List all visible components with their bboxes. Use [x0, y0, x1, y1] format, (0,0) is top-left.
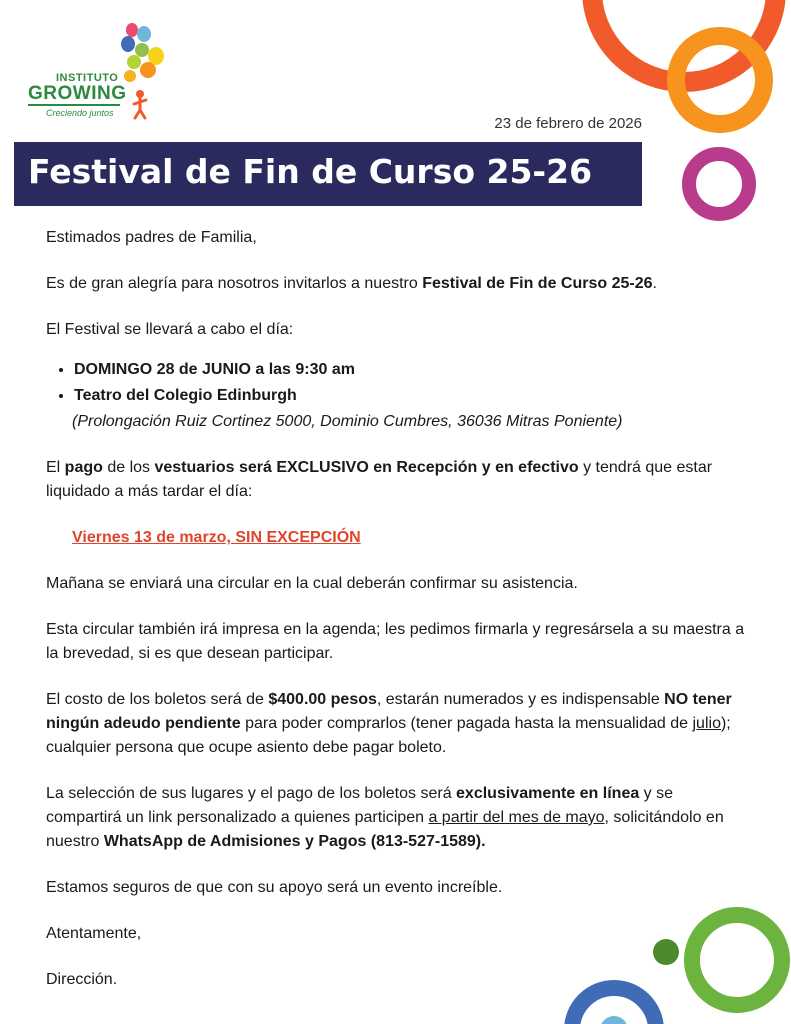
paragraph-agenda: Esta circular también irá impresa en la agenda; les pedimos firmarla y regresársela a su maestra a la brevedad, si es que desean participar. [46, 621, 745, 662]
text: Es de gran alegría para nosotros invitarlos a nuestro [46, 275, 423, 292]
paragraph-payment [46, 456, 746, 504]
bold-text: NO tener ningún adeudo pendiente [46, 691, 732, 732]
list-item-venue: • Teatro del Colegio Edinburgh [74, 384, 746, 408]
logo-underline [28, 104, 120, 106]
underlined-text: julio [692, 715, 721, 732]
bold-text: Festival de Fin de Curso 25-26 [422, 275, 653, 292]
bold-text: exclusivamente en línea [456, 785, 640, 802]
title-banner [14, 142, 642, 206]
list-item-date: • DOMINGO 28 de JUNIO a las 9:30 am [74, 358, 746, 382]
signature: Dirección. [46, 971, 118, 988]
bold-text: vestuarios será EXCLUSIVO en Recepción y en efectivo [154, 459, 579, 476]
paragraph-online [46, 782, 746, 854]
payment-deadline: Viernes 13 de marzo, SIN EXCEPCIÓN [72, 529, 361, 546]
dot-light-blue [600, 1016, 628, 1024]
text: y tendrá que estar liquidado a más tardar el día: [46, 459, 713, 500]
closing-salutation: Atentamente, [46, 925, 142, 942]
ring-red [592, 0, 776, 82]
logo-line2: GROWING [28, 83, 127, 104]
letter-body [46, 226, 746, 1014]
text: El costo de los boletos será de [46, 691, 269, 708]
bold-text: pago [64, 459, 103, 476]
text: de los [102, 459, 155, 476]
paragraph-invitation [46, 272, 746, 296]
text: La selección de sus lugares y el pago de los boletos será [46, 785, 457, 802]
paragraph-tickets [46, 688, 746, 760]
greeting: Estimados padres de Familia, [46, 229, 257, 246]
text: . [652, 275, 657, 292]
ring-magenta [689, 154, 749, 214]
text: para poder comprarlos (tener pagada hasta la mensualidad de [240, 715, 693, 732]
text: , solicitándolo en nuestro [46, 809, 724, 850]
text: El [46, 459, 65, 476]
text: y se compartirá un link personalizado a quienes participen [46, 785, 674, 826]
paragraph-closing: Estamos seguros de que con su apoyo será un evento increíble. [46, 879, 503, 896]
text: ); cualquier persona que ocupe asiento debe pagar boleto. [46, 715, 731, 756]
bold-text: $400.00 pesos [268, 691, 377, 708]
ring-orange [676, 36, 764, 124]
event-details-list [46, 358, 746, 408]
page-title: Festival de Fin de Curso 25-26 [28, 152, 593, 191]
paragraph-date-intro: El Festival se llevará a cabo el día: [46, 321, 294, 338]
underlined-text: a partir del mes de mayo [428, 809, 605, 826]
balloons-icon [114, 20, 170, 120]
logo-tagline: Creciendo juntos [46, 108, 114, 118]
institute-logo [24, 20, 174, 130]
venue-address: (Prolongación Ruiz Cortinez 5000, Dominio Cumbres, 36036 Mitras Poniente) [72, 413, 623, 430]
text: , estarán numerados y es indispensable [376, 691, 665, 708]
logo-line1: INSTITUTO [56, 72, 119, 84]
whatsapp-contact: WhatsApp de Admisiones y Pagos (813-527-1589). [103, 833, 486, 850]
paragraph-circular: Mañana se enviará una circular en la cual deberán confirmar su asistencia. [46, 575, 578, 592]
letter-date: 23 de febrero de 2026 [494, 115, 642, 132]
